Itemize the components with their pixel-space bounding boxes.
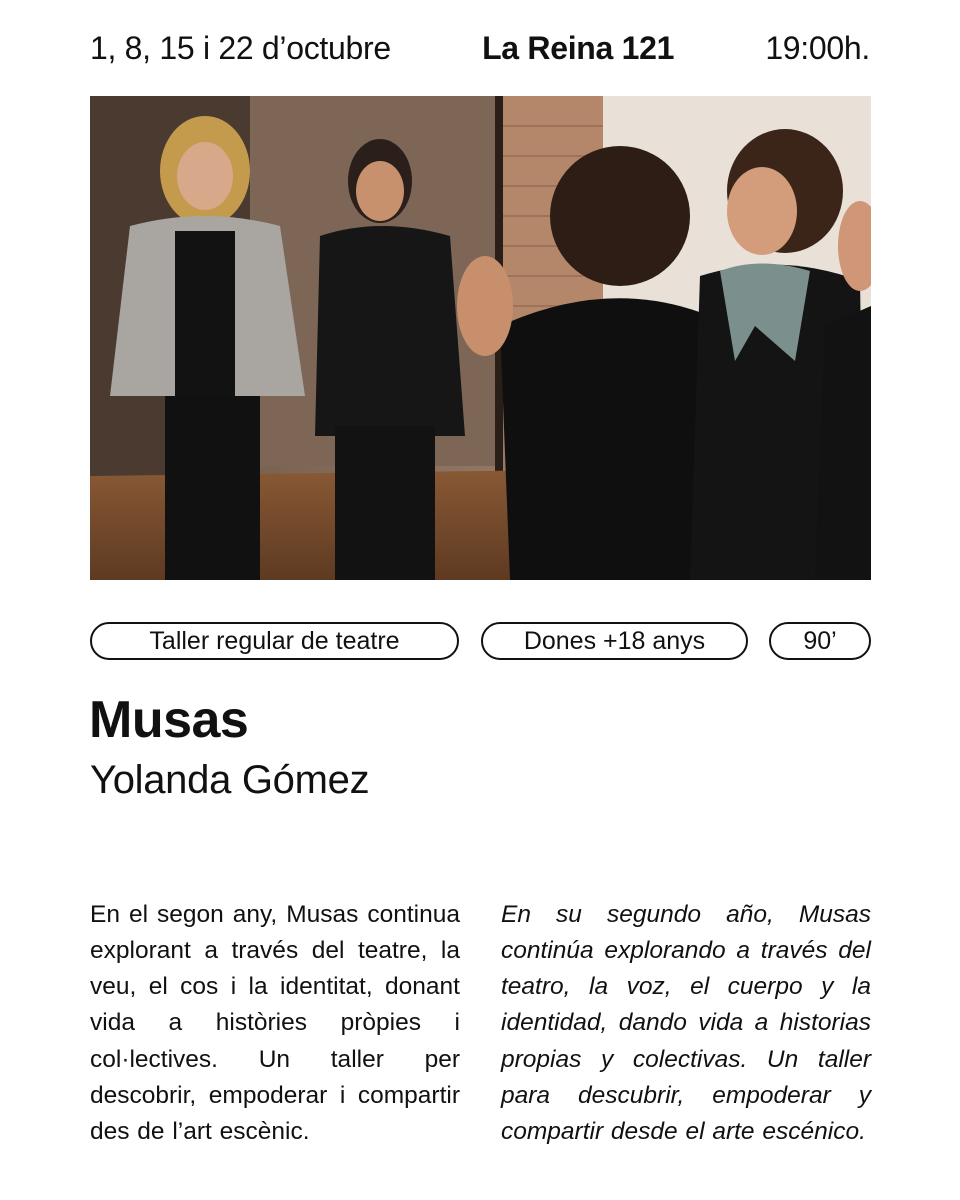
event-tags [90,622,870,664]
tag-category: Taller regular de teatre [90,622,459,660]
group-photo-image [90,96,871,580]
show-author: Yolanda Gómez [90,758,370,802]
event-dates: 1, 8, 15 i 22 d’octubre [90,29,391,66]
tag-audience: Dones +18 anys [481,622,748,660]
event-time: 19:00h. [765,29,870,66]
description-spanish: En su segundo año, Musas continúa explorando a través del teatro, la voz, el cuerpo y la identidad, dando vida a historias propias y colectivas. Un taller para descubrir, empoderar y compartir desde el arte escénico. [501,900,871,1146]
description-catalan: En el segon any, Musas continua explorant a través del teatre, la veu, el cos i la identitat, donant vida a històries pròpies i col·lectives. Un taller per descobrir, empoderar i compartir des de l’art escènic. [90,900,460,1146]
event-header [90,24,870,72]
event-venue: La Reina 121 [482,29,675,66]
show-title: Musas [89,691,249,749]
workshop-photo [90,96,871,580]
tag-duration: 90’ [769,622,871,660]
